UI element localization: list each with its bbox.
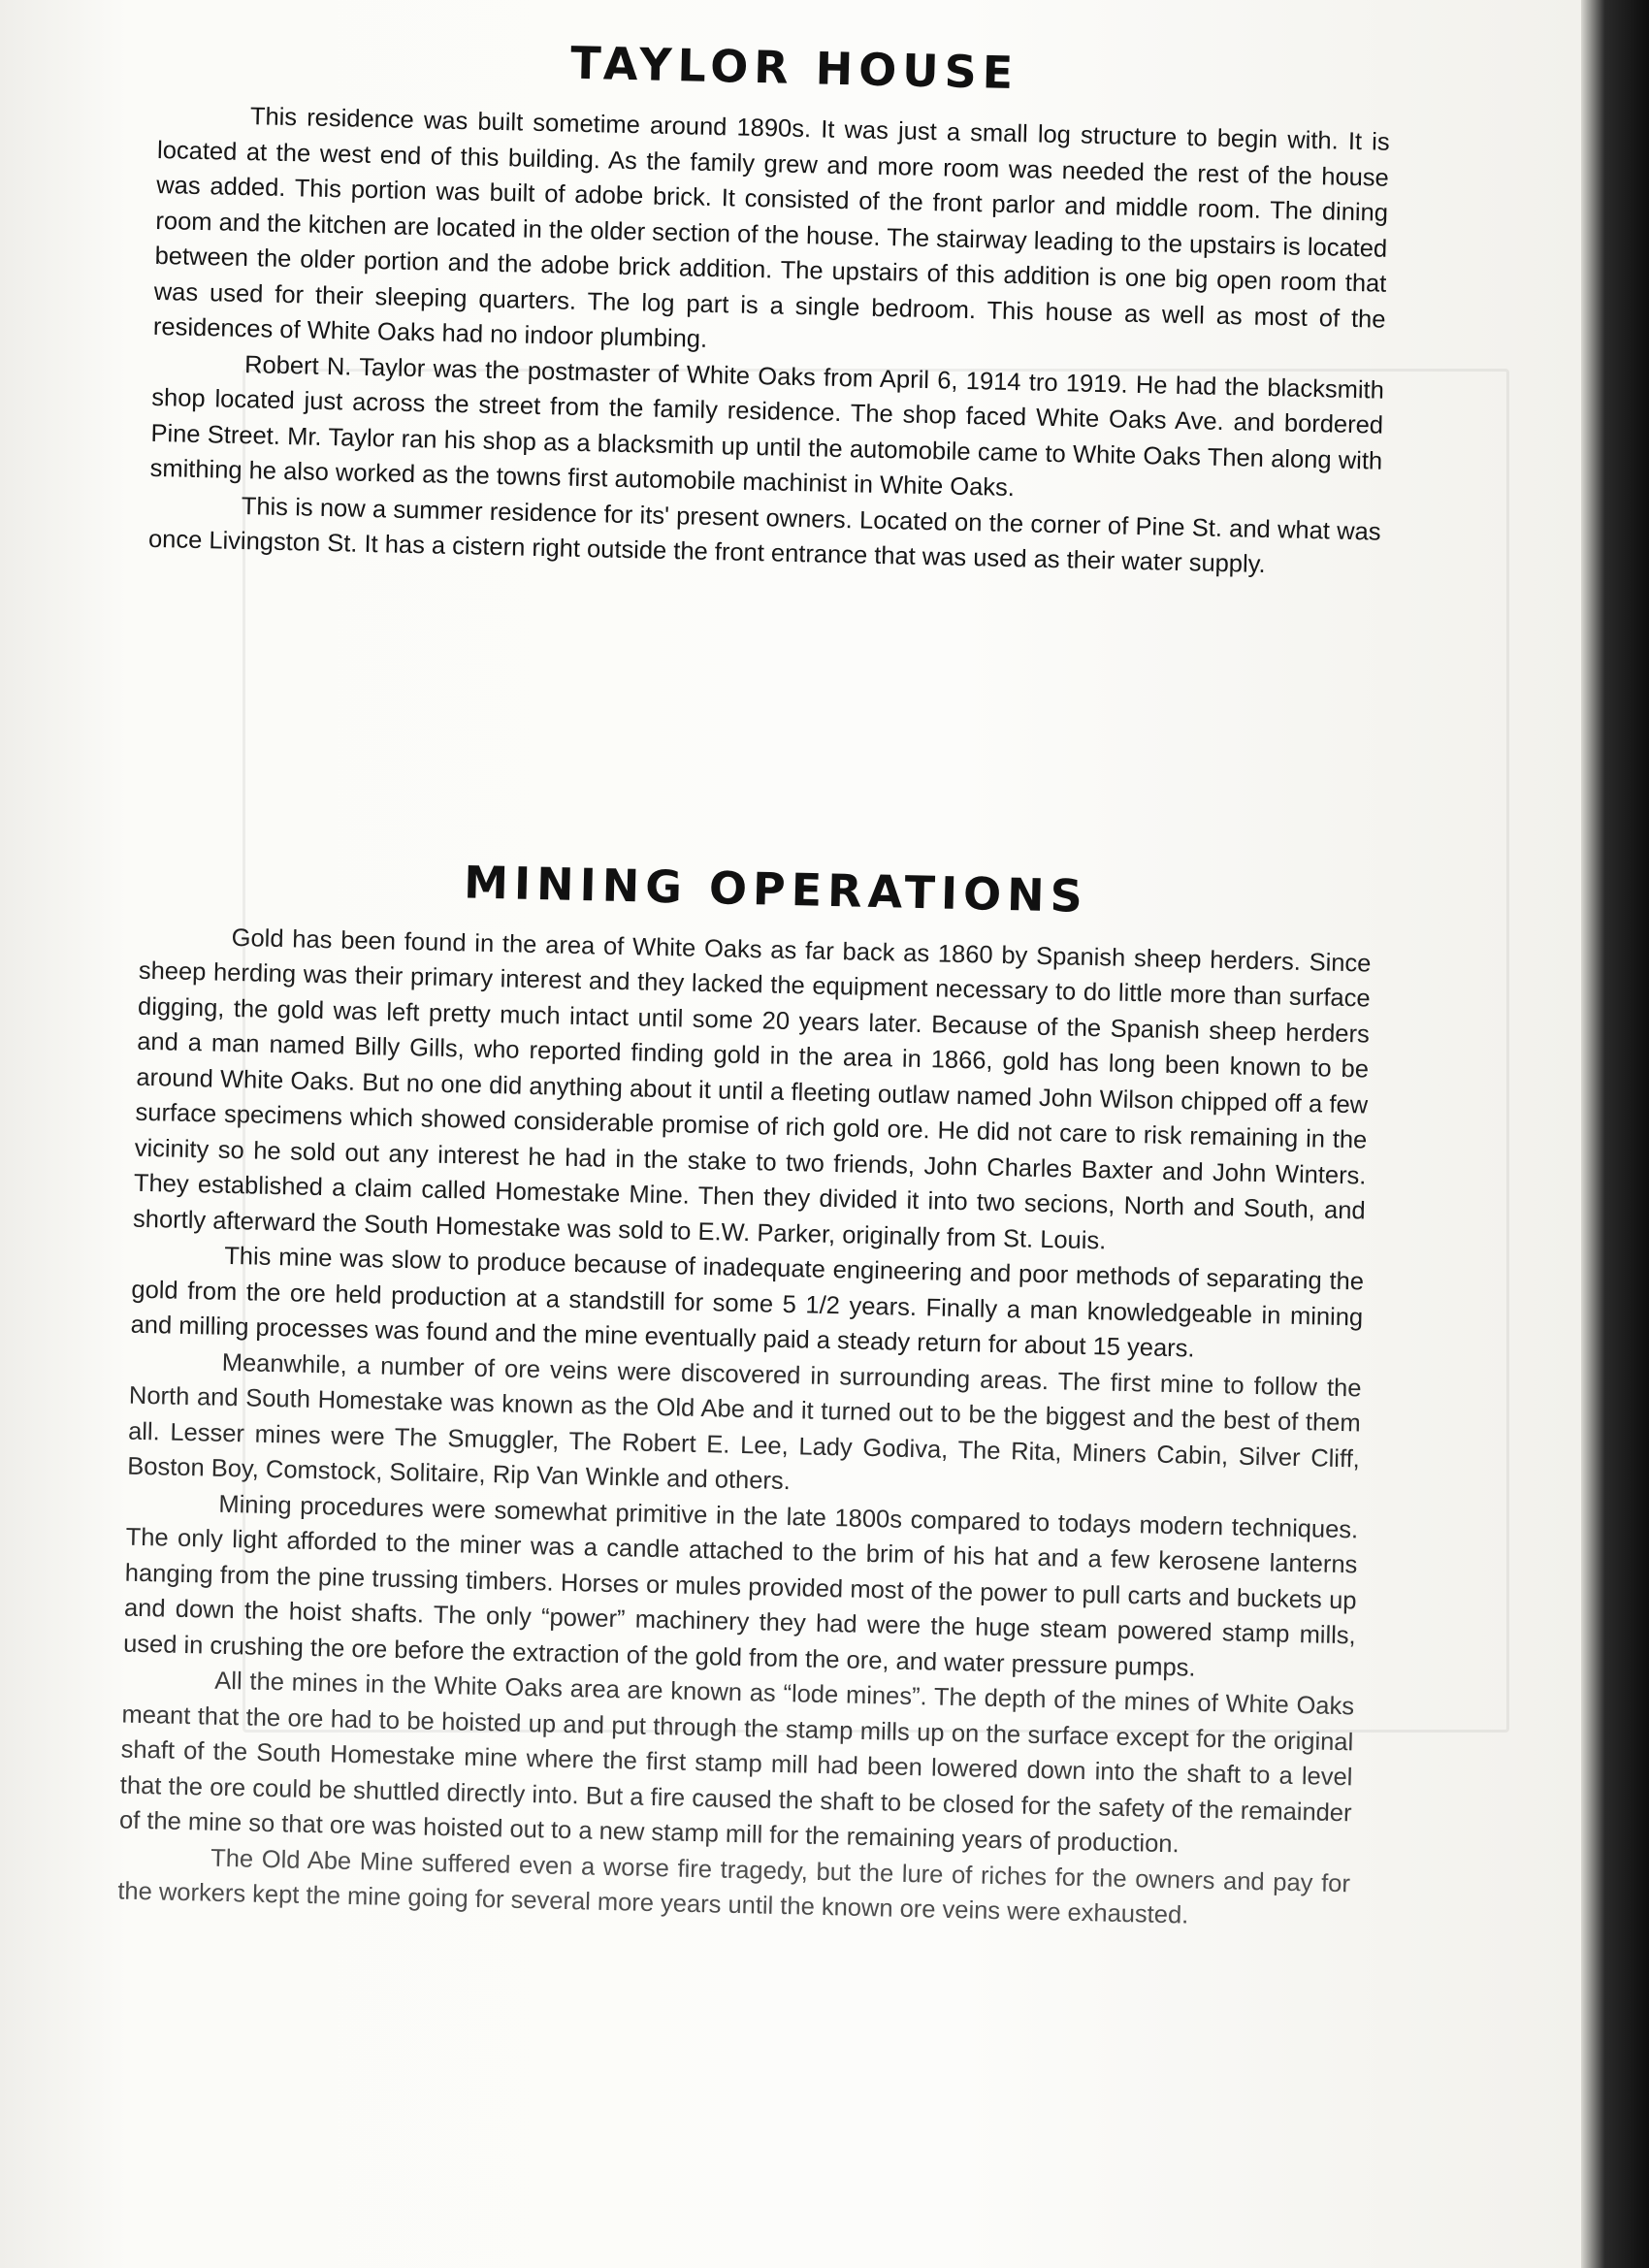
taylor-house-paragraph-3: This is now a summer residence for its' present owners. Located on the corner of Pine St. and what was once Livingston St. It has a cistern right outside the front entrance that was used as their water supply. — [147, 492, 1381, 578]
page-content — [117, 27, 1392, 1937]
mining-paragraph-1: Gold has been found in the area of White Oaks as far back as 1860 by Spanish sheep herders. Since sheep herding was their primary interest and they lacked the equipment necessary to do little more than surface digging, the gold was left pretty much intact until some 20 years later. Because of the Spanish sheep herders and a man named Billy Gills, who reported finding gold in the area in 1866, gold has long been known to be around White Oaks. But no one did anything about it until a fleeting outlaw named John Wilson chipped off a few surface specimens which showed considerable promise of rich gold ore. He did not care to risk remaining in the vicinity so he sold out any interest he had in the stake to two friends, John Charles Baxter and John Winters. They established a claim called Homestake Mine. Then they divided it into two secions, North and South, and shortly afterward the South Homestake was sold to E.W. Parker, originally from St. Louis. — [132, 923, 1372, 1254]
mining-paragraph-6: The Old Abe Mine suffered even a worse fire tragedy, but the lure of riches for the owners and pay for the workers kept the mine going for several more years until the known ore veins were exhausted. — [117, 1844, 1351, 1929]
taylor-house-paragraph-1: This residence was built sometime around 1890s. It was just a small log structure to begin with. It is located at the west end of this building. As the family grew and more room was needed the rest of the house was added. This portion was built of adobe brick. It consisted of the front parlor and middle room. The dining room and the kitchen are located in the older section of the house. The stairway leading to the upstairs is located between the older portion and the adobe brick addition. The upstairs of this addition is one big open room that was used for their sleeping quarters. The log part is a single bedroom. This house as well as most of the residences of White Oaks had no indoor plumbing. — [152, 103, 1390, 353]
taylor-house-paragraph-2: Robert N. Taylor was the postmaster of White Oaks from April 6, 1914 tro 1919. He had the blacksmith shop located just across the street from the family residence. The shop faced White Oaks Ave. and bordered Pine Street. Mr. Taylor ran his shop as a blacksmith up until the automobile came to White Oaks Then along with smithing he also worked as the towns first automobile machinist in White Oaks. — [149, 350, 1385, 502]
mining-paragraph-2: This mine was slow to produce because of inadequate engineering and poor methods of separating the gold from the ore held production at a standstill for some 5 1/2 years. Finally a man knowledgeable in mining and milling processes was found and the mine eventually paid a steady return for about 15 years. — [130, 1242, 1365, 1363]
mining-paragraph-4: Mining procedures were somewhat primitive in the late 1800s compared to todays modern techniques. The only light afforded to the miner was a candle attached to the brim of his hat and a few kerosene lanterns hanging from the pine trussing timbers. Horses or mules provided most of the power to pull carts and buckets up and down the hoist shafts. The only “power” machinery they had were the huge steam powered stamp mills, used in crushing the ore before the extraction of the gold from the ore, and water pressure pumps. — [122, 1490, 1359, 1682]
taylor-house-title: TAYLOR HOUSE — [569, 36, 1019, 100]
section-spacer — [142, 557, 1379, 876]
taylor-house-section — [148, 97, 1390, 585]
book-spine-shadow — [1581, 0, 1649, 2268]
mining-paragraph-3: Meanwhile, a number of ore veins were discovered in surrounding areas. The first mine to follow the North and South Homestake was known as the Old Abe and it turned out to be the biggest and the best of them all. Lesser mines were The Smuggler, The Robert E. Lee, Lady Godiva, The Rita, Miners Cabin, Silver Cliff, Boston Boy, Comstock, Solitaire, Rip Van Winkle and others. — [127, 1348, 1362, 1496]
mining-operations-section — [117, 918, 1372, 1937]
mining-operations-title: MINING OPERATIONS — [463, 855, 1089, 923]
mining-paragraph-5: All the mines in the White Oaks area are known as “lode mines”. The depth of the mines of White Oaks meant that the ore had to be hoisted up and put through the stamp mills up on the surface except for the original shaft of the South Homestake mine where the first stamp mill had been lowered down into the shaft to a level that the ore could be shuttled directly into. But a fire caused the shaft to be closed for the safety of the remainder of the mine so that ore was hoisted out to a new stamp mill for the remaining years of production. — [118, 1667, 1355, 1859]
